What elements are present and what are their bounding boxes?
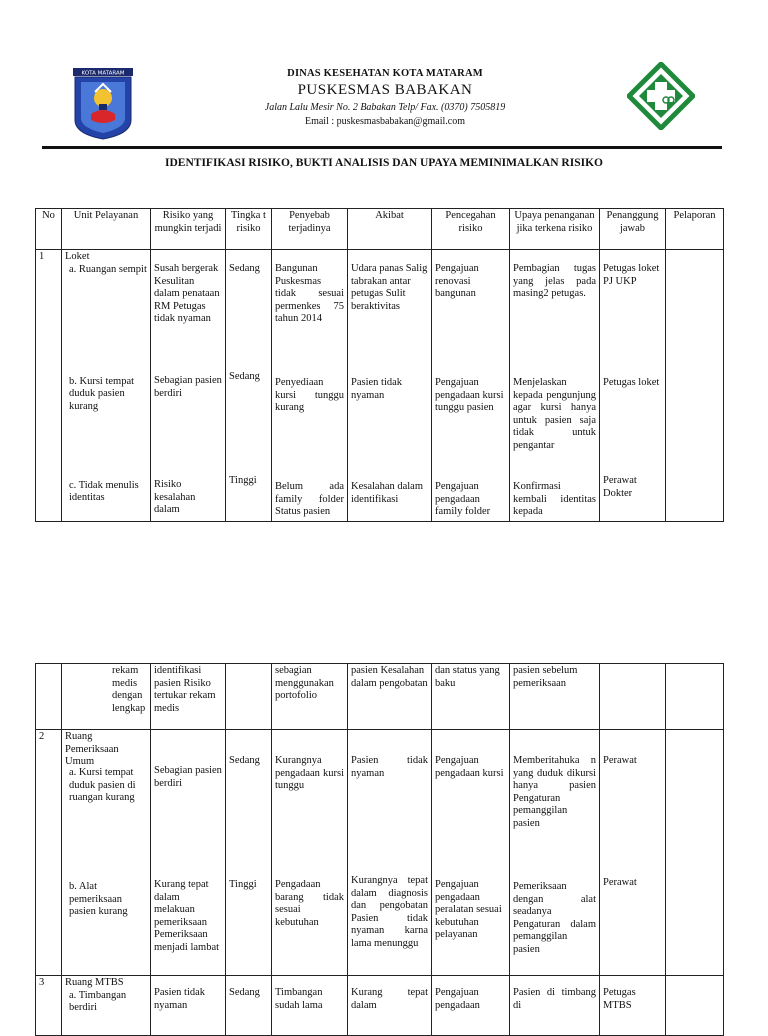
- svg-text:KOTA MATARAM: KOTA MATARAM: [81, 70, 125, 77]
- cause-text: Pengadaan barang tidak sesuai kebutuhan: [275, 879, 344, 928]
- cause-text: Kurangnya pengadaan kursi tunggu: [275, 755, 344, 791]
- table-row: [36, 664, 724, 730]
- col-unit: Unit Pelayanan: [62, 209, 151, 250]
- risk-text: Risiko kesalahan dalam: [154, 479, 196, 515]
- handling-text: Konfirmasi kembali identitas kepada: [513, 481, 596, 517]
- prevention-text: Pengajuan pengadaan family folder: [435, 481, 491, 517]
- row-no: 3: [36, 976, 62, 1036]
- risk-text: Kurang tepat dalam melakuan pemeriksaan Pemeriksaan menjadi lambat: [154, 879, 220, 953]
- risk-text: identifikasi pasien Risiko tertukar rekam medis: [151, 664, 226, 730]
- col-pic: Penanggung jawab: [600, 209, 666, 250]
- risk-level: Sedang: [229, 755, 260, 766]
- handling-text: Memberitahuka n yang duduk dikursi hanya pasien Pengaturan pemanggilan pasien: [513, 755, 596, 829]
- risk-text: Pasien tidak nyaman: [154, 987, 206, 1011]
- effect-text: Kurangnya tepat dalam diagnosis dan pengobatan Pasien tidak nyaman karna lama menunggu: [351, 875, 428, 949]
- handling-text: Pembagian tugas yang jelas pada masing2 petugas.: [513, 263, 596, 299]
- risk-text: Sebagian pasien berdiri: [154, 765, 222, 789]
- table-row: [36, 730, 724, 976]
- address-line: Jalan Lalu Mesir No. 2 Babakan Telp/ Fax. (0370) 7505819: [264, 102, 506, 113]
- risk-level: Sedang: [229, 263, 260, 274]
- cause-text: sebagian menggunakan portofolio: [272, 664, 348, 730]
- prevention-text: Pengajuan pengadaan kursi: [435, 755, 504, 779]
- handling-text: Menjelaskan kepada pengunjung agar kursi hanya untuk pasien saja tidak untuk pengantar: [513, 377, 596, 451]
- handling-text: Pemeriksaan dengan alat seadanya Pengaturan dalam pemanggilan pasien: [513, 881, 596, 955]
- header-divider: [42, 146, 722, 149]
- col-no: No: [36, 209, 62, 250]
- risk-text: Sebagian pasien berdiri: [154, 375, 222, 399]
- prevention-text: Pengajuan pengadaan kursi tunggu pasien: [435, 377, 504, 413]
- col-handling: Upaya penanganan jika terkena risiko: [510, 209, 600, 250]
- unit-name: Ruang MTBS: [65, 977, 124, 988]
- risk-level: Tinggi: [229, 879, 257, 890]
- table-row: [36, 250, 724, 522]
- prevention-text: Pengajuan pengadaan peralatan sesuai kebutuhan pelayanan: [435, 879, 502, 940]
- risk-level: Sedang: [229, 987, 260, 998]
- handling-text: Pasien di timbang di: [513, 987, 596, 1011]
- col-level: Tingka t risiko: [226, 209, 272, 250]
- subitem-unit: a. Timbangan berdiri: [69, 989, 127, 1013]
- effect-text: Kurang tepat dalam: [351, 987, 428, 1011]
- subitem-unit: a. Kursi tempat duduk pasien di ruangan kurang: [69, 767, 136, 803]
- pic-text: Petugas MTBS: [603, 987, 636, 1011]
- reporting-cell: [666, 250, 724, 522]
- pic-text: Perawat: [603, 877, 637, 888]
- col-cause: Penyebab terjadinya: [272, 209, 348, 250]
- pic-text: Petugas loket PJ UKP: [603, 263, 660, 287]
- prevention-text: Pengajuan pengadaan: [435, 987, 480, 1011]
- pic-text: Petugas loket: [603, 377, 660, 388]
- reporting-cell: [666, 976, 724, 1036]
- risk-table-page-1: [35, 208, 724, 522]
- email-line: Email : puskesmasbabakan@gmail.com: [304, 116, 465, 127]
- unit-name: Loket: [65, 251, 90, 262]
- subitem-unit: c. Tidak menulis identitas: [69, 479, 139, 503]
- effect-text: Kesalahan dalam identifikasi: [351, 481, 424, 505]
- pic-text: Perawat: [603, 755, 637, 766]
- risk-level: Tinggi: [229, 475, 257, 486]
- risk-level: Sedang: [229, 371, 260, 382]
- kota-mataram-emblem: [73, 68, 133, 140]
- risk-table-page-2: [35, 663, 724, 1036]
- agency-name: DINAS KESEHATAN KOTA MATARAM: [287, 68, 483, 79]
- subitem-unit: b. Kursi tempat duduk pasien kurang: [69, 375, 135, 412]
- col-effect: Akibat: [348, 209, 432, 250]
- effect-text: Udara panas Salig tabrakan antar petugas Sulit beraktivitas: [351, 263, 428, 312]
- document-title: IDENTIFIKASI RISIKO, BUKTI ANALISIS DAN UPAYA MEMINIMALKAN RISIKO: [165, 157, 603, 169]
- table-header-row: [36, 209, 724, 250]
- unit-cont: rekam medis dengan lengkap: [62, 664, 151, 730]
- puskesmas-logo: [627, 62, 695, 130]
- prevention-text: Pengajuan renovasi bangunan: [435, 263, 479, 299]
- pic-text: Perawat Dokter: [603, 475, 637, 499]
- effect-text: pasien Kesalahan dalam pengobatan: [348, 664, 432, 730]
- col-prevention: Pencegahan risiko: [432, 209, 510, 250]
- row-no: 1: [36, 250, 62, 522]
- handling-text: pasien sebelum pemeriksaan: [510, 664, 600, 730]
- subitem-unit: b. Alat pemeriksaan pasien kurang: [69, 881, 128, 917]
- cause-text: Belum ada family folder Status pasien: [275, 481, 344, 517]
- risk-text: Susah bergerak Kesulitan dalam penataan RM Petugas tidak nyaman: [154, 263, 220, 324]
- cause-text: Penyediaan kursi tunggu kurang: [275, 377, 344, 413]
- unit-name: Ruang Pemeriksaan Umum: [65, 731, 119, 767]
- col-risk: Risiko yang mungkin terjadi: [151, 209, 226, 250]
- cause-text: Timbangan sudah lama: [275, 987, 323, 1011]
- prevention-text: dan status yang baku: [432, 664, 510, 730]
- cause-text: Bangunan Puskesmas tidak sesuai permenkes 75 tahun 2014: [275, 263, 344, 324]
- col-reporting: Pelaporan: [666, 209, 724, 250]
- effect-text: Pasien tidak nyaman: [351, 755, 428, 779]
- letterhead: [0, 60, 768, 150]
- reporting-cell: [666, 730, 724, 976]
- row-no: 2: [36, 730, 62, 976]
- subitem-unit: a. Ruangan sempit: [69, 263, 147, 275]
- institution-name: PUSKESMAS BABAKAN: [297, 82, 473, 98]
- table-row: [36, 976, 724, 1036]
- effect-text: Pasien tidak nyaman: [351, 377, 403, 401]
